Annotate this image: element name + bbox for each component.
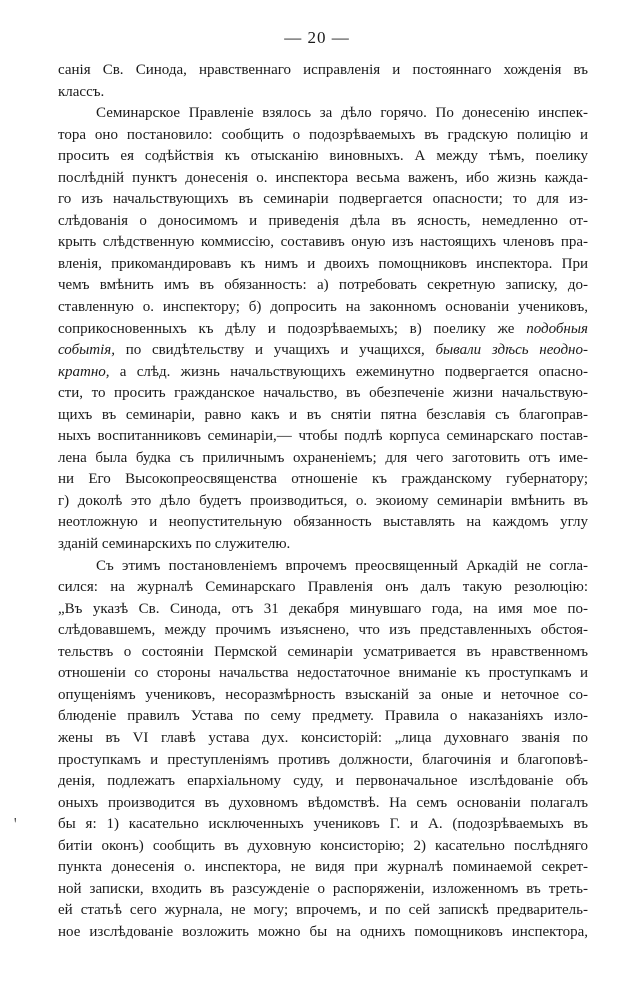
page-number: — 20 — [284, 28, 350, 47]
line-text: опущеніямъ учениковъ, несоразмѣрность взысканій за оные и неточное со- [58, 686, 588, 703]
text-line [58, 82, 588, 104]
text-line [58, 211, 588, 233]
text-line [58, 189, 588, 211]
line-text: тельствъ о состояніи Пермской семинаріи усматривается въ нравственномъ [58, 643, 588, 660]
line-text: классъ. [58, 83, 105, 100]
text-line [58, 620, 588, 642]
line-text: г) доколѣ это дѣло будетъ производиться, о. экоиому семинаріи вмѣнить въ [58, 492, 588, 509]
text-line [58, 103, 588, 125]
text-line [58, 771, 588, 793]
text-line [58, 750, 588, 772]
text-line [58, 879, 588, 901]
text-line [58, 900, 588, 922]
text-line [58, 297, 588, 319]
body-text [58, 60, 588, 943]
text-line [58, 685, 588, 707]
text-line [58, 534, 588, 556]
line-text: щихъ въ семинаріи, равно какъ и въ снятіи пятна безславія съ благоправ- [58, 406, 588, 423]
text-line [58, 728, 588, 750]
line-text: „Въ указѣ Св. Синода, отъ 31 декабря минувшаго года, на имя мое по- [58, 600, 588, 617]
text-line [58, 491, 588, 513]
line-text: ныхъ воспитанниковъ семинаріи,— чтобы подлѣ корпуса семинарскаго постав- [58, 428, 588, 445]
line-text: по свидѣтельству и учащихъ и учащихся, [115, 342, 425, 359]
line-text: лена была будка съ приличнымъ охраненіемъ; для чего заготовить отъ име- [58, 449, 588, 466]
text-line [58, 577, 588, 599]
line-text: сти, то просить гражданское начальство, въ обезпеченіе жизни начальствую- [58, 385, 588, 402]
line-text: битіи оконъ) сообщить въ духовную консисторію; 2) касательно послѣдняго [58, 837, 588, 854]
text-line [58, 426, 588, 448]
line-text: слѣдовавшемъ, между прочимъ изъяснено, что изъ представленныхъ обстоя- [58, 622, 588, 639]
line-text: а слѣд. жизнь начальствующихъ ежеминутно подвергается опасно- [109, 363, 588, 380]
text-line [58, 340, 588, 362]
text-line [58, 254, 588, 276]
line-text: слѣдованія о доносимомъ и приведенія дѣла въ ясность, немедленно от- [58, 212, 588, 229]
italic-text: подобныя [526, 320, 588, 337]
text-line [58, 319, 588, 341]
line-text: просить ея содѣйствія къ отысканію виновныхъ. А между тѣмъ, поелику [58, 148, 588, 165]
text-line [58, 469, 588, 491]
text-line [58, 706, 588, 728]
text-line [58, 599, 588, 621]
line-text: тора оно постановило: сообщить о подозрѣваемыхъ въ градскую полицію и [58, 126, 588, 143]
line-text: чемъ вмѣнить имъ въ обязанность: а) потребовать секретную записку, до- [58, 277, 588, 294]
text-line [58, 232, 588, 254]
line-text: отношеніи со стороны начальства недостаточное вниманіе къ проступкамъ и [58, 665, 588, 682]
italic-text: бывали здѣсь неодно- [435, 342, 588, 359]
text-line [58, 275, 588, 297]
line-text: санія Св. Синода, нравственнаго исправленія и постояннаго хожденія въ [58, 62, 588, 78]
line-text: пункта донесенія о. инспектора, не видя при журналѣ поминаемой секрет- [58, 859, 588, 876]
text-line [58, 857, 588, 879]
line-text: Семинарское Правленіе взялось за дѣло горячо. По донесенію инспек- [96, 105, 588, 122]
line-text: неотложную и неопустительную обязанность выставлять на каждомъ углу [58, 514, 588, 531]
text-line [58, 383, 588, 405]
text-line [58, 125, 588, 147]
line-text: блюденіе правилъ Устава по сему предмету. Правила о наказаніяхъ изло- [58, 708, 588, 725]
line-text: ное изслѣдованіе возложить можно бы на однихъ помощниковъ инспектора, [58, 923, 588, 940]
line-text: оныхъ производится въ духовномъ вѣдомствѣ. На семъ основаніи полагалъ [58, 794, 588, 811]
text-line [58, 405, 588, 427]
line-text: проступкамъ и преступленіямъ противъ должности, благочинія и благоповѣ- [58, 751, 588, 768]
text-line [58, 814, 588, 836]
text-line [58, 448, 588, 470]
line-text: ставленную о. инспектору; б) допросить на законномъ основаніи учениковъ, [58, 299, 588, 316]
line-text: соприкосновенныхъ къ дѣлу и подозрѣваемыхъ; в) поелику же [58, 320, 515, 337]
line-text: ни Его Высокопреосвященства отношеніе къ гражданскому губернатору; [58, 471, 588, 488]
line-text: Съ этимъ постановленіемъ впрочемъ преосвященный Аркадій не согла- [96, 557, 588, 574]
italic-text: событія, [58, 342, 116, 359]
line-text: послѣдній пунктъ донесенія о. инспектора весьма важенъ, ибо жизнь кажда- [58, 169, 588, 186]
text-line [58, 922, 588, 944]
text-line [58, 168, 588, 190]
text-line [58, 362, 588, 384]
line-text: вленія, прикомандировавъ къ нимъ и двоихъ помощниковъ инспектора. При [58, 255, 588, 272]
italic-text: кратно, [58, 363, 110, 380]
text-line [58, 793, 588, 815]
text-line [58, 836, 588, 858]
text-line [58, 556, 588, 578]
line-text: сился: на журналѣ Семинарскаго Правленія онъ далъ такую резолюцію: [58, 579, 588, 596]
text-line [58, 663, 588, 685]
line-text: ной записки, входить въ разсужденіе о распоряженіи, изложенномъ въ треть- [58, 880, 588, 897]
text-line [58, 60, 588, 82]
line-text: жены въ VI главѣ устава дух. консисторій: „лица духовнаго званія по [58, 729, 588, 746]
line-text: зданій семинарскихъ по служителю. [58, 536, 291, 553]
line-text: ей статьѣ сего журнала, не могу; впрочемъ, и по сей запискѣ предваритель- [58, 902, 588, 919]
line-text: денія, подлежатъ епархіальному суду, и первоначальное изслѣдованіе объ [58, 773, 588, 790]
text-line [58, 642, 588, 664]
line-text: го изъ начальствующихъ въ семинаріи подвергается опасности; то для из- [58, 191, 588, 208]
line-text: бы я: 1) касательно исключенныхъ учениковъ Г. и А. (подозрѣваемыхъ въ [58, 816, 588, 833]
text-line [58, 146, 588, 168]
margin-mark: ꞌ [14, 816, 17, 831]
line-text: крыть слѣдственную коммиссію, составивъ оную изъ настоящихъ членовъ пра- [58, 234, 588, 251]
text-line [58, 512, 588, 534]
